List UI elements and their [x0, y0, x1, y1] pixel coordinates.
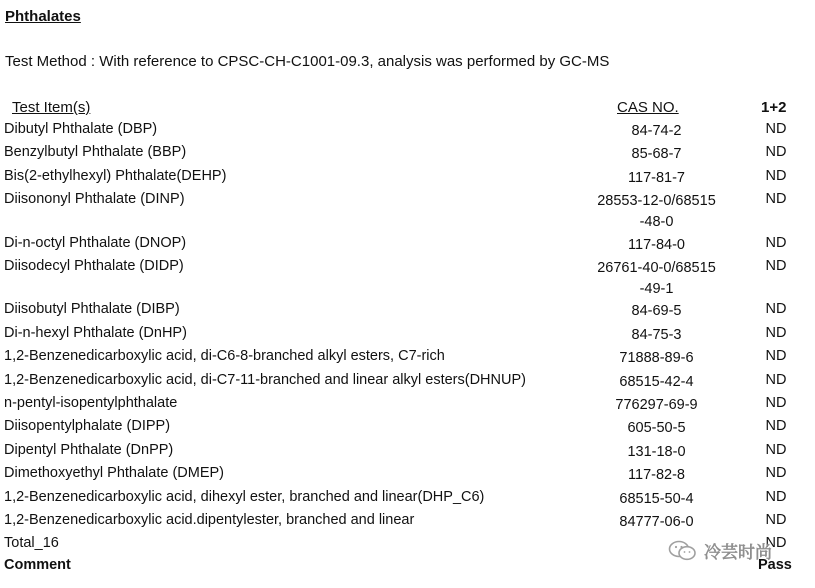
cas-number-line: 84-69-5: [631, 303, 682, 320]
cas-number: [575, 465, 738, 486]
table-row: [0, 191, 815, 233]
cas-number-line: 28553-12-0/68515: [597, 193, 716, 210]
result-value: ND: [765, 488, 787, 505]
comment-value: Pass: [758, 557, 792, 573]
watermark-text: 冷芸时尚: [704, 543, 772, 562]
table-row: [0, 489, 815, 510]
cas-number: [575, 395, 738, 416]
test-item-name: Di-n-hexyl Phthalate (DnHP): [4, 324, 187, 341]
test-item-name: 1,2-Benzenedicarboxylic acid, dihexyl ester, branched and linear(DHP_C6): [4, 488, 485, 505]
cas-number: [575, 144, 738, 165]
result-value: ND: [765, 191, 787, 208]
cas-number: [575, 489, 738, 510]
cas-number-line: 131-18-0: [627, 443, 686, 460]
cas-number-line: 68515-42-4: [619, 373, 694, 390]
result-value: ND: [765, 535, 787, 552]
cas-number-line: 117-82-8: [628, 467, 685, 484]
table-row: [0, 144, 815, 165]
table-row: [0, 348, 815, 369]
test-item-name: Diisononyl Phthalate (DINP): [4, 191, 185, 208]
result-value: ND: [765, 418, 787, 435]
cas-number-line: 776297-69-9: [615, 397, 698, 413]
cas-number-line: 84-75-3: [631, 326, 682, 343]
cas-number-line: -48-0: [639, 214, 674, 231]
header-cas-no: CAS NO.: [617, 99, 679, 116]
result-value: ND: [765, 258, 787, 274]
test-item-name: Benzylbutyl Phthalate (BBP): [4, 144, 187, 161]
result-value: ND: [765, 144, 787, 161]
result-value: ND: [765, 348, 787, 365]
result-value: ND: [765, 512, 787, 528]
cas-number: [575, 512, 738, 533]
test-item-name: 1,2-Benzenedicarboxylic acid, di-C7-11-branched and linear alkyl esters(DHNUP): [4, 371, 526, 388]
result-value: ND: [765, 465, 787, 482]
test-item-name: Diisobutyl Phthalate (DIBP): [4, 301, 180, 318]
table-row: [0, 442, 815, 463]
test-item-name: Dimethoxyethyl Phthalate (DMEP): [4, 465, 224, 482]
cas-number: [575, 301, 738, 322]
table-row: [0, 512, 815, 533]
table-row: [0, 372, 815, 393]
cas-number-line: 85-68-7: [631, 146, 682, 163]
result-value: ND: [765, 234, 787, 251]
cas-number-line: 605-50-5: [627, 420, 686, 437]
test-item-name: Dipentyl Phthalate (DnPP): [4, 441, 174, 458]
table-row: [0, 258, 815, 300]
test-item-name: Diisodecyl Phthalate (DIDP): [4, 258, 184, 274]
test-method-text: Test Method : With reference to CPSC-CH-C1001-09.3, analysis was performed by GC-MS: [5, 53, 610, 70]
cas-number-line: 117-84-0: [628, 236, 685, 253]
cas-number: [575, 168, 738, 189]
cas-number: [575, 235, 738, 256]
cas-number: [575, 121, 738, 142]
result-value: ND: [765, 441, 787, 458]
test-item-name: 1,2-Benzenedicarboxylic acid, di-C6-8-branched alkyl esters, C7-rich: [4, 348, 445, 365]
cas-number-line: 117-81-7: [628, 169, 685, 186]
test-item-name: Diisopentylphalate (DIPP): [4, 418, 171, 435]
page-title: Phthalates: [5, 8, 81, 25]
cas-number: [575, 325, 738, 346]
table-row: [0, 325, 815, 346]
comment-label: Comment: [4, 557, 71, 573]
watermark: [668, 538, 772, 563]
test-item-name: Bis(2-ethylhexyl) Phthalate(DEHP): [4, 167, 227, 184]
table-row: [0, 395, 815, 416]
cas-number-line: 68515-50-4: [619, 490, 694, 507]
table-row: [0, 418, 815, 439]
table-row: [0, 168, 815, 189]
cas-number: [575, 258, 738, 300]
cas-number-line: 26761-40-0/68515: [597, 260, 716, 276]
result-value: ND: [765, 121, 787, 137]
result-value: ND: [765, 301, 787, 318]
test-item-name: Dibutyl Phthalate (DBP): [4, 121, 158, 137]
cas-number: [575, 348, 738, 369]
table-row: [0, 301, 815, 322]
header-result: 1+2: [761, 99, 787, 116]
table-row: [0, 121, 815, 142]
cas-number-line: 84-74-2: [631, 123, 682, 139]
cas-number: [575, 372, 738, 393]
table-row: [0, 465, 815, 486]
cas-number: [575, 418, 738, 439]
header-test-items: Test Item(s): [12, 99, 91, 116]
test-item-name: Total_16: [4, 535, 59, 552]
result-value: ND: [765, 395, 787, 411]
test-item-name: n-pentyl-isopentylphthalate: [4, 395, 178, 411]
cas-number-line: 84777-06-0: [619, 514, 694, 530]
test-item-name: Di-n-octyl Phthalate (DNOP): [4, 234, 187, 251]
cas-number-line: -49-1: [639, 281, 674, 297]
table-row: [0, 235, 815, 256]
cas-number-line: 71888-89-6: [619, 350, 694, 367]
result-value: ND: [765, 324, 787, 341]
wechat-icon: [668, 539, 698, 563]
test-item-name: 1,2-Benzenedicarboxylic acid.dipentylester, branched and linear: [4, 512, 415, 528]
result-value: ND: [765, 167, 787, 184]
cas-number: [575, 442, 738, 463]
cas-number: [575, 191, 738, 233]
result-value: ND: [765, 371, 787, 388]
